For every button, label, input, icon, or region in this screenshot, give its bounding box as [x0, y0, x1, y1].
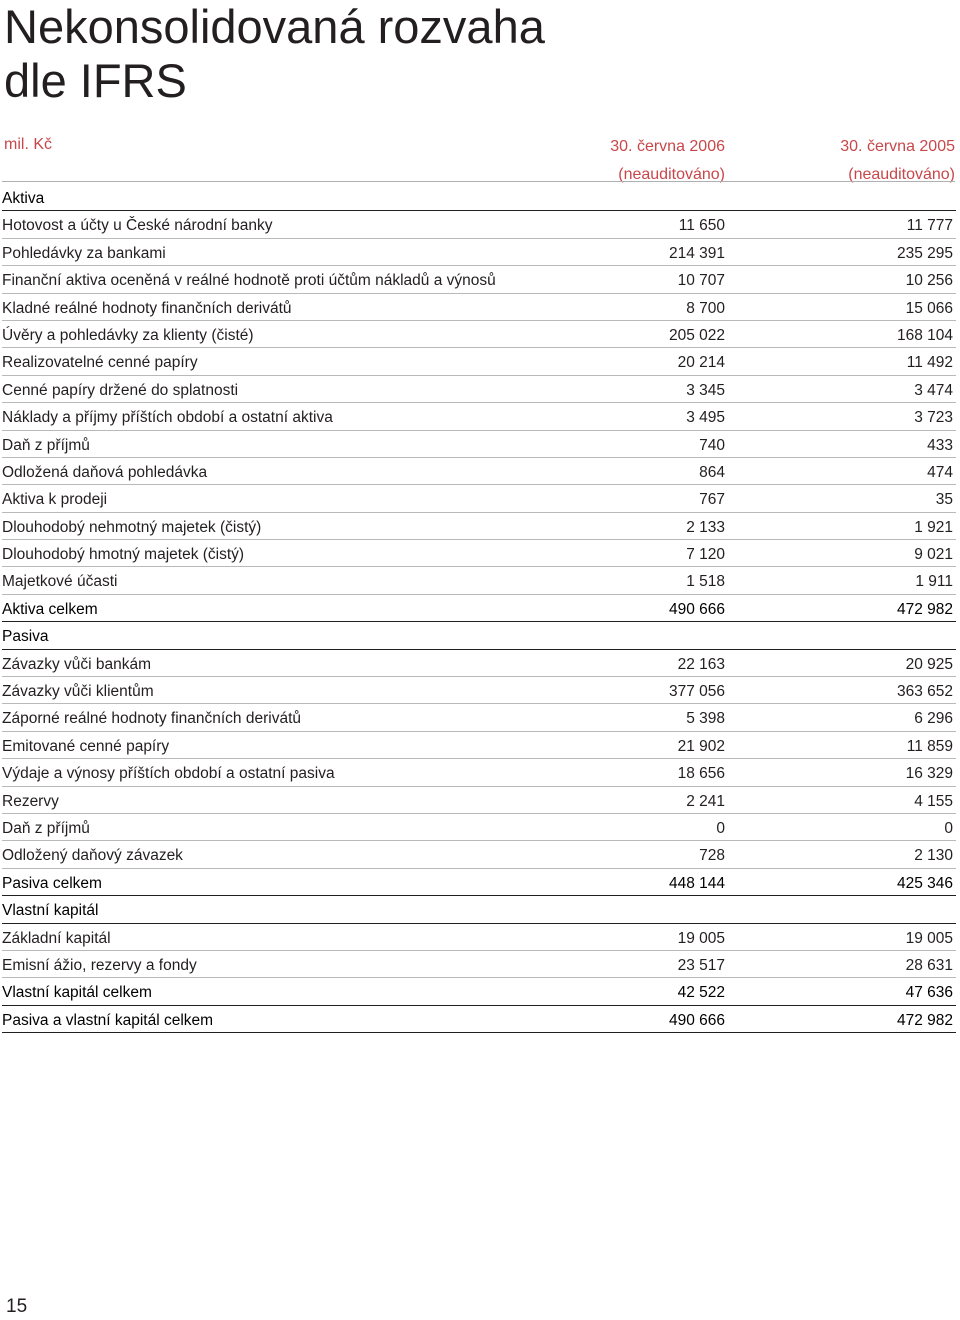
total-row	[2, 595, 956, 622]
value-2005: 47 636	[905, 984, 953, 1002]
section-header-row	[2, 184, 956, 211]
value-2006: 205 022	[668, 326, 725, 344]
table-row	[2, 348, 956, 375]
value-2006: 42 522	[677, 984, 725, 1002]
table-row	[2, 211, 956, 238]
row-label: Realizovatelné cenné papíry	[2, 354, 198, 372]
row-label: Dlouhodobý hmotný majetek (čistý)	[2, 546, 245, 564]
value-2005: 1 911	[915, 573, 953, 591]
value-2006: 214 391	[668, 244, 725, 262]
value-2006: 18 656	[677, 765, 725, 783]
table-row	[2, 704, 956, 731]
value-2005: 19 005	[905, 929, 953, 947]
value-2005: 20 925	[905, 655, 953, 673]
value-2006: 767	[699, 491, 725, 509]
value-2006: 490 666	[668, 1011, 725, 1029]
row-label: Aktiva celkem	[2, 600, 98, 618]
row-label: Výdaje a výnosy příštích období a ostatní pasiva	[2, 765, 335, 783]
value-2005: 11 777	[906, 217, 953, 235]
column-2005-date: 30. června 2005	[840, 138, 955, 155]
row-label: Majetkové účasti	[2, 573, 118, 591]
value-2005: 2 130	[914, 847, 953, 865]
table-row	[2, 403, 956, 430]
row-label: Daň z příjmů	[2, 436, 90, 454]
value-2006: 490 666	[668, 600, 725, 618]
row-label: Cenné papíry držené do splatnosti	[2, 381, 239, 399]
value-2006: 10 707	[677, 272, 725, 290]
value-2005: 474	[927, 463, 953, 481]
row-label: Vlastní kapitál celkem	[2, 984, 152, 1002]
row-label: Aktiva k prodeji	[2, 491, 108, 509]
value-2005: 472 982	[896, 1011, 953, 1029]
header-divider	[2, 181, 955, 182]
row-label: Závazky vůči klientům	[2, 683, 154, 701]
row-label: Základní kapitál	[2, 929, 111, 947]
table-row	[2, 294, 956, 321]
value-2005: 4 155	[914, 792, 953, 810]
value-2006: 864	[699, 463, 725, 481]
value-2005: 28 631	[905, 956, 953, 974]
table-row	[2, 650, 956, 677]
value-2006: 19 005	[677, 929, 725, 947]
value-2006: 23 517	[677, 956, 725, 974]
value-2006: 2 241	[686, 792, 725, 810]
value-2006: 1 518	[686, 573, 725, 591]
value-2005: 15 066	[905, 299, 953, 317]
table-row	[2, 787, 956, 814]
value-2006: 728	[699, 847, 725, 865]
table-row	[2, 485, 956, 512]
table-row	[2, 924, 956, 951]
row-label: Finanční aktiva oceněná v reálné hodnotě proti účtům nákladů a výnosů	[2, 272, 496, 290]
value-2006: 2 133	[686, 518, 725, 536]
row-label: Pasiva a vlastní kapitál celkem	[2, 1011, 214, 1029]
table-row	[2, 266, 956, 293]
table-row	[2, 814, 956, 841]
column-2006-note: (neauditováno)	[618, 166, 725, 183]
page-title-line2: dle IFRS	[4, 54, 187, 107]
value-2005: 16 329	[905, 765, 953, 783]
value-2005: 9 021	[914, 546, 953, 564]
value-2005: 235 295	[896, 244, 953, 262]
column-2006-date: 30. června 2006	[610, 138, 725, 155]
value-2006: 3 495	[686, 409, 725, 427]
page-number: 15	[6, 1296, 28, 1317]
value-2006: 5 398	[686, 710, 725, 728]
row-label: Hotovost a účty u České národní banky	[2, 217, 273, 235]
table-row	[2, 321, 956, 348]
value-2006: 740	[699, 436, 725, 454]
table-row	[2, 841, 956, 868]
table-row	[2, 677, 956, 704]
value-2005: 0	[944, 819, 953, 837]
value-2006: 377 056	[668, 683, 725, 701]
row-label: Náklady a příjmy příštích období a ostatní aktiva	[2, 409, 333, 427]
row-label: Dlouhodobý nehmotný majetek (čistý)	[2, 518, 262, 536]
row-label: Pasiva	[2, 628, 49, 646]
value-2006: 0	[716, 819, 725, 837]
section-header-row	[2, 622, 956, 649]
value-2006: 20 214	[677, 354, 725, 372]
row-label: Emisní ážio, rezervy a fondy	[2, 956, 197, 974]
value-2005: 6 296	[914, 710, 953, 728]
table-row	[2, 759, 956, 786]
section-header-row	[2, 896, 956, 923]
value-2005: 425 346	[896, 874, 953, 892]
value-2005: 363 652	[896, 683, 953, 701]
total-row	[2, 1006, 956, 1033]
value-2005: 11 492	[906, 354, 953, 372]
value-2005: 472 982	[896, 600, 953, 618]
column-2005-note: (neauditováno)	[848, 166, 955, 183]
row-label: Pohledávky za bankami	[2, 244, 166, 262]
table-row	[2, 376, 956, 403]
value-2005: 35	[935, 491, 953, 509]
value-2006: 8 700	[686, 299, 725, 317]
value-2005: 11 859	[906, 737, 953, 755]
row-label: Emitované cenné papíry	[2, 737, 170, 755]
row-label: Aktiva	[2, 190, 45, 207]
value-2005: 168 104	[896, 326, 953, 344]
value-2005: 1 921	[914, 518, 953, 536]
row-label: Rezervy	[2, 792, 59, 810]
table-row	[2, 458, 956, 485]
total-row	[2, 978, 956, 1005]
value-2005: 10 256	[905, 272, 953, 290]
table-row	[2, 567, 956, 594]
value-2006: 21 902	[677, 737, 725, 755]
value-2005: 433	[927, 436, 953, 454]
table-row	[2, 513, 956, 540]
value-2006: 22 163	[677, 655, 725, 673]
table-row	[2, 239, 956, 266]
value-2006: 11 650	[678, 217, 725, 235]
row-label: Odložená daňová pohledávka	[2, 463, 208, 481]
value-2006: 3 345	[686, 381, 725, 399]
value-2006: 448 144	[668, 874, 725, 892]
page-title	[4, 0, 545, 108]
table-row	[2, 732, 956, 759]
table-header	[2, 133, 955, 189]
table-row	[2, 951, 956, 978]
value-2005: 3 723	[914, 409, 953, 427]
row-label: Odložený daňový závazek	[2, 847, 183, 865]
unit-label: mil. Kč	[4, 136, 52, 153]
row-label: Úvěry a pohledávky za klienty (čisté)	[2, 326, 254, 344]
value-2006: 7 120	[686, 546, 725, 564]
page-title-line1: Nekonsolidovaná rozvaha	[4, 0, 545, 53]
table-row	[2, 431, 956, 458]
balance-sheet-table	[2, 184, 956, 1033]
row-label: Závazky vůči bankám	[2, 655, 152, 673]
row-label: Daň z příjmů	[2, 819, 90, 837]
total-row	[2, 869, 956, 896]
row-label: Záporné reálné hodnoty finančních derivátů	[2, 710, 302, 728]
table-row	[2, 540, 956, 567]
value-2005: 3 474	[914, 381, 953, 399]
row-label: Kladné reálné hodnoty finančních derivátů	[2, 299, 292, 317]
row-label: Vlastní kapitál	[2, 902, 99, 920]
row-label: Pasiva celkem	[2, 874, 102, 892]
